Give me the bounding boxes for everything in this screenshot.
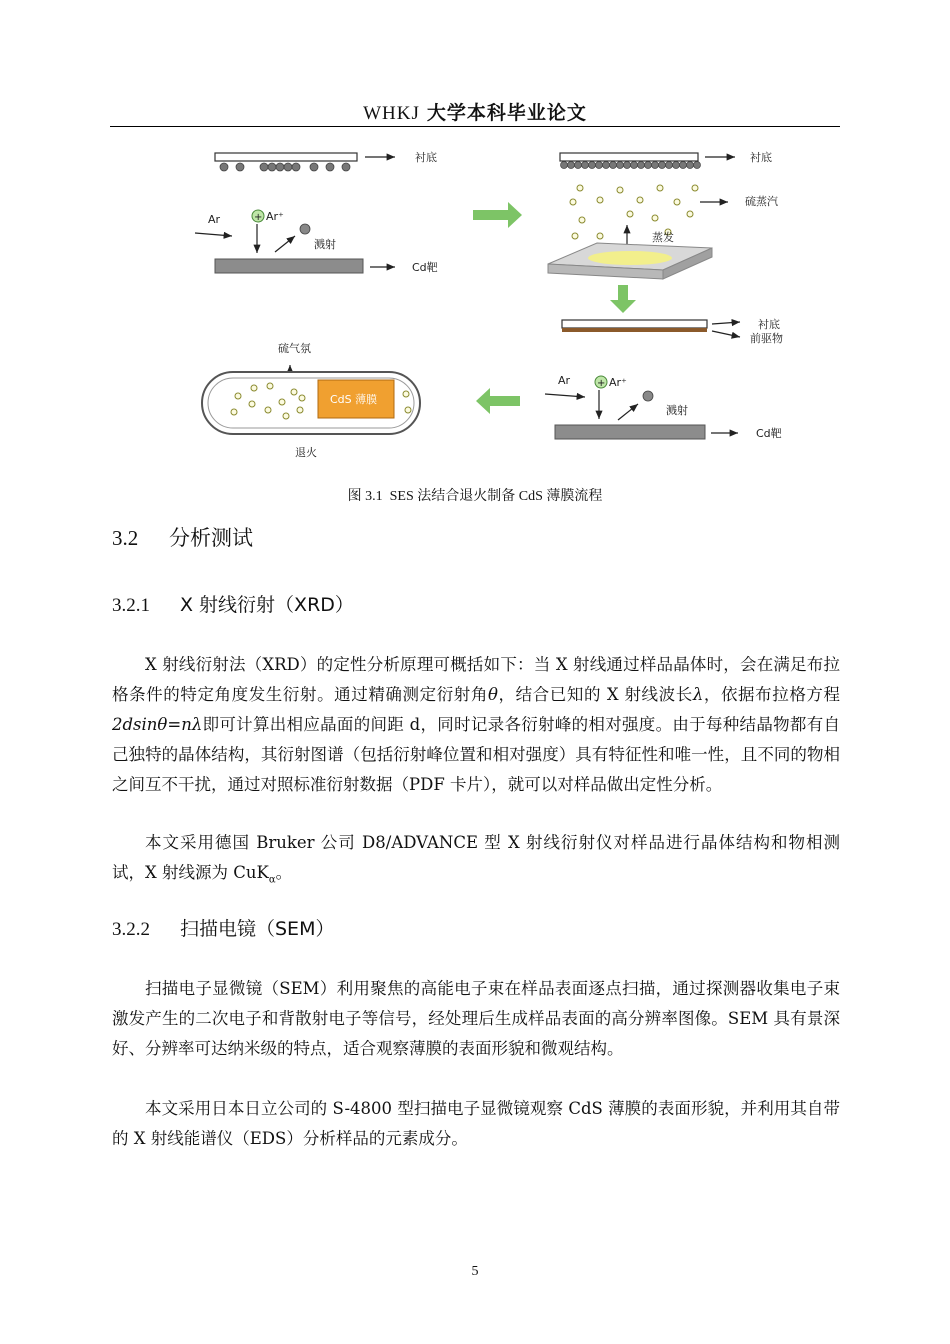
panel-sulfur-evaporation [548, 150, 778, 279]
caption-text: SES 法结合退火制备 CdS 薄膜流程 [389, 489, 603, 504]
panel-sputter-second [545, 374, 782, 440]
arrow-down [610, 285, 636, 313]
bragg-equation: 2dsinθ=nλ [112, 715, 203, 734]
heading-3-2-1-number: 3.2.1 [112, 595, 150, 616]
heading-3-2-1 [112, 590, 354, 617]
alpha-subscript: α [268, 874, 276, 886]
cd-target-2 [555, 425, 705, 439]
process-diagram [190, 140, 800, 470]
header-rule [110, 126, 840, 127]
lambda-symbol: λ [692, 685, 704, 704]
arrow-right [473, 202, 522, 228]
label-precursor: 前驱物 [750, 332, 783, 345]
heading-3-2 [112, 522, 253, 552]
xrd-instrument-end: 。 [275, 863, 293, 882]
substrate-plate-2 [560, 153, 698, 161]
cd-target-1 [215, 259, 363, 273]
label-ar-2: Ar [558, 374, 571, 387]
label-evaporate: 蒸发 [652, 231, 674, 244]
label-cds-film: CdS 薄膜 [330, 393, 378, 406]
figure-caption [0, 485, 950, 505]
paragraph-sem-principle: 扫描电子显微镜（SEM）利用聚焦的高能电子束在样品表面逐点扫描，通过探测器收集电子束激发产生的二次电子和背散射电子等信号，经处理后生成样品表面的高分辨率图像。SEM 具有景深好、分辨率可达纳米级的特点，适合观察薄膜的表面形貌和微观结构。 [112, 979, 840, 1058]
xrd-text-3: ，依据布拉格方程 [703, 685, 840, 704]
caption-label: 图 3.1 [347, 489, 383, 504]
paragraph-xrd-instrument [112, 828, 840, 895]
label-sputter-2: 溅射 [666, 404, 688, 417]
label-substrate-3: 衬底 [758, 318, 780, 331]
page-number: 5 [471, 1264, 479, 1279]
svg-text:+: + [597, 378, 606, 389]
header-title: 大学本科毕业论文 [426, 102, 587, 124]
xrd-text-2: ，结合已知的 X 射线波长 [497, 685, 693, 704]
heading-3-2-2-number: 3.2.2 [112, 919, 150, 940]
precursor-layer [562, 328, 707, 332]
heading-3-2-1-title: X 射线衍射（XRD） [180, 594, 354, 616]
heading-3-2-2-title: 扫描电镜（SEM） [180, 918, 335, 940]
xrd-instrument-text: 本文采用德国 Bruker 公司 D8/ADVANCE 型 X 射线衍射仪对样品进行晶体结构和物相测试，X 射线源为 CuK [112, 833, 840, 882]
heading-3-2-2 [112, 914, 334, 941]
label-cd-target-2: Cd靶 [756, 427, 782, 440]
substrate-plate [215, 153, 357, 161]
label-sputter-1: 溅射 [314, 238, 336, 251]
xrd-text-1: X 射线衍射法（XRD）的定性分析原理可概括如下：当 X 射线通过样品晶体时，会在满足布拉格条件的特定角度发生衍射。通过精确测定衍射角 [112, 655, 840, 704]
label-substrate-1: 衬底 [415, 151, 437, 164]
label-ar-1: Ar [208, 213, 221, 226]
substrate-plate-3 [562, 320, 707, 328]
heading-3-2-number: 3.2 [112, 526, 139, 550]
label-ar-plus-2: Ar⁺ [609, 376, 627, 389]
label-substrate-2: 衬底 [750, 151, 772, 164]
label-sulfur-atmosphere: 硫气氛 [278, 342, 311, 355]
paragraph-xrd-principle [112, 650, 840, 800]
panel-precursor [562, 317, 783, 345]
label-anneal: 退火 [295, 446, 317, 459]
arrow-left [476, 388, 520, 414]
theta-symbol: θ [487, 685, 498, 704]
header-prefix: WHKJ [363, 103, 420, 124]
paragraph-sem-instrument: 本文采用日本日立公司的 S-4800 型扫描电子显微镜观察 CdS 薄膜的表面形貌，并利用其自带的 X 射线能谱仪（EDS）分析样品的元素成分。 [112, 1099, 840, 1148]
panel-anneal [202, 341, 420, 459]
label-cd-target-1: Cd靶 [412, 261, 438, 274]
xrd-text-4: 即可计算出相应晶面的间距 d，同时记录各衍射峰的相对强度。由于每种结晶物都有自己独特的晶体结构，其衍射图谱（包括衍射峰位置和相对强度）具有特征性和唯一性，且不同的物相之间互不干扰，通过对照标准衍射数据（PDF 卡片），就可以对样品做出定性分析。 [112, 715, 840, 794]
svg-text:+: + [254, 212, 263, 223]
label-ar-plus-1: Ar⁺ [266, 210, 284, 223]
panel-sputter-initial [195, 150, 438, 274]
deposited-particles [220, 163, 350, 171]
heading-3-2-title: 分析测试 [169, 526, 253, 550]
page-header [0, 98, 950, 125]
label-sulfur-vapor: 硫蒸汽 [745, 195, 778, 208]
